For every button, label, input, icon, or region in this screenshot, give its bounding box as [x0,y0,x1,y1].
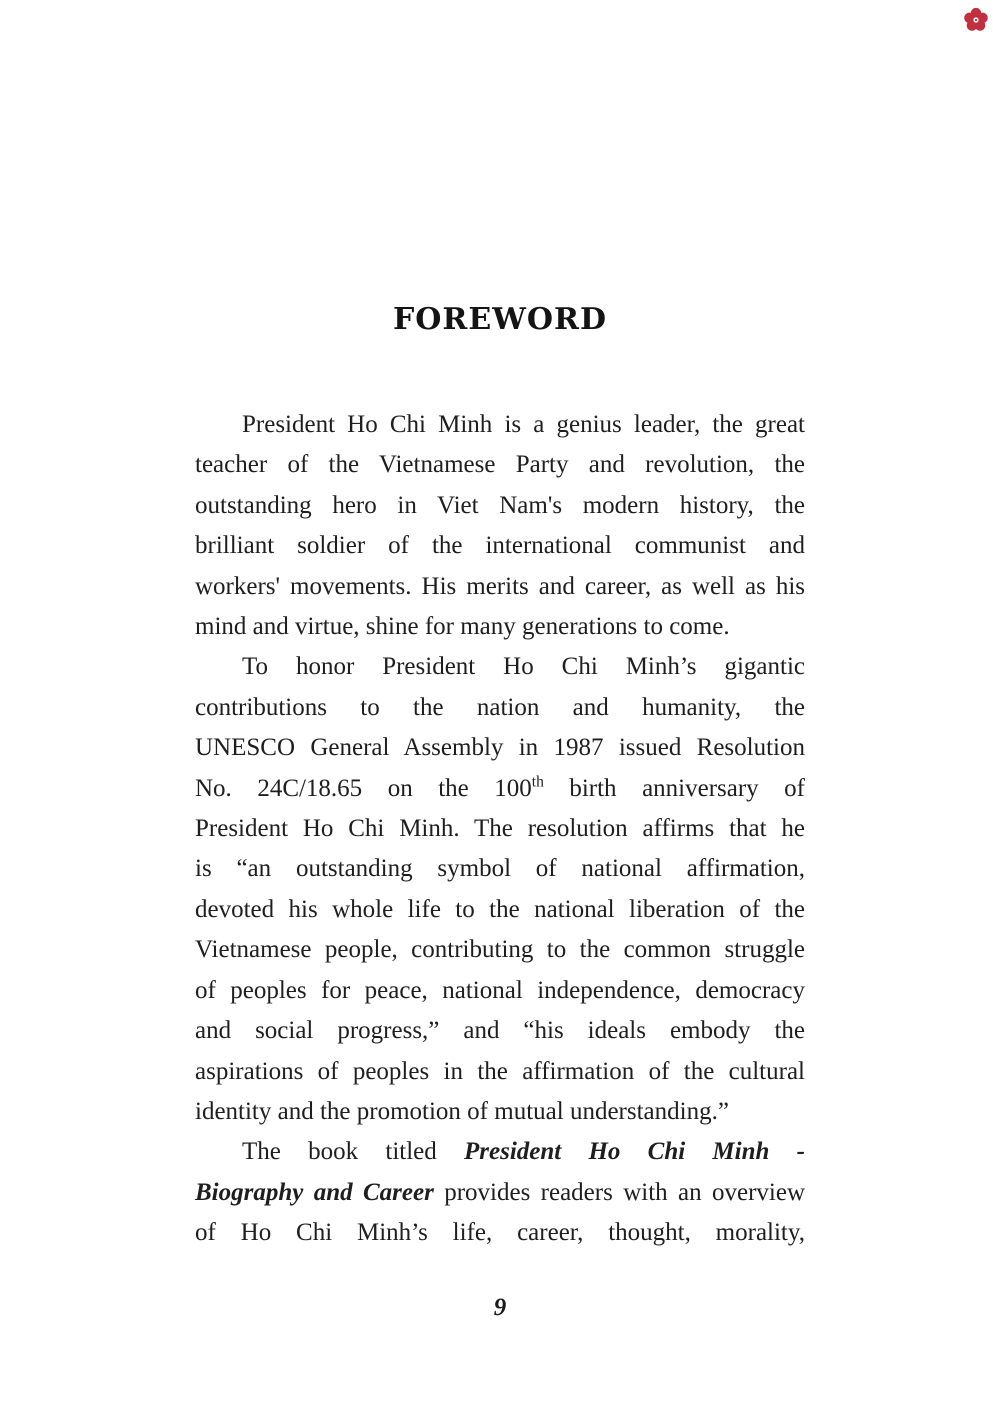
text-segment: mind and virtue, shine for many generations to come. [195,613,730,641]
text-line [195,607,805,647]
text-line [195,1173,805,1213]
text-segment: aspirations of peoples in the affirmation of the cultural [195,1057,805,1085]
text-line [195,1092,805,1132]
text-segment: birth anniversary of [543,774,806,802]
text-line [195,647,805,687]
text-segment: devoted his whole life to the national liberation of the [195,895,805,923]
text-line [195,688,805,728]
text-line [195,769,805,809]
text-segment: workers' movements. His merits and career, as well as his [195,572,805,600]
text-segment: brilliant soldier of the international communist and [195,532,805,560]
text-line [195,728,805,768]
text-line [195,567,805,607]
text-line [195,1011,805,1051]
text-segment: UNESCO General Assembly in 1987 issued Resolution [195,734,805,762]
text-segment: No. 24C/18.65 on the 100 [195,774,532,802]
text-line [195,971,805,1011]
text-segment: and social progress,” and “his ideals embody the [195,1017,805,1045]
text-segment: To honor President Ho Chi Minh’s gigantic [242,653,805,681]
text-line [195,849,805,889]
page-title: FOREWORD [392,302,607,337]
superscript-text: th [531,773,544,791]
text-line [195,486,805,526]
text-line [195,1213,805,1253]
text-segment: provides readers with an overview [433,1178,805,1206]
text-line [195,1052,805,1092]
page-number: 9 [493,1293,507,1321]
text-segment: is “an outstanding symbol of national affirmation, [195,855,805,883]
text-segment: outstanding hero in Viet Nam's modern history, the [195,491,805,519]
book-title-text: President Ho Chi Minh - [464,1138,805,1166]
text-line [195,445,805,485]
book-title-text: Biography and Career [195,1178,434,1206]
text-line [195,890,805,930]
body-text [195,405,805,1254]
text-segment: President Ho Chi Minh is a genius leader, the great [242,411,805,438]
text-line [195,809,805,849]
text-line [195,930,805,970]
flower-icon [963,7,989,33]
text-line [195,526,805,566]
text-segment: The book titled [242,1138,464,1166]
text-segment: Vietnamese people, contributing to the common struggle [195,936,805,964]
text-segment: teacher of the Vietnamese Party and revolution, the [195,451,805,479]
text-segment: of peoples for peace, national independence, democracy [195,976,805,1004]
text-line [195,1132,805,1172]
text-segment: contributions to the nation and humanity, the [195,693,805,721]
text-line [195,405,805,445]
text-segment: of Ho Chi Minh’s life, career, thought, morality, [195,1219,805,1247]
text-segment: identity and the promotion of mutual understanding.” [195,1097,729,1125]
text-segment: President Ho Chi Minh. The resolution affirms that he [195,815,805,843]
